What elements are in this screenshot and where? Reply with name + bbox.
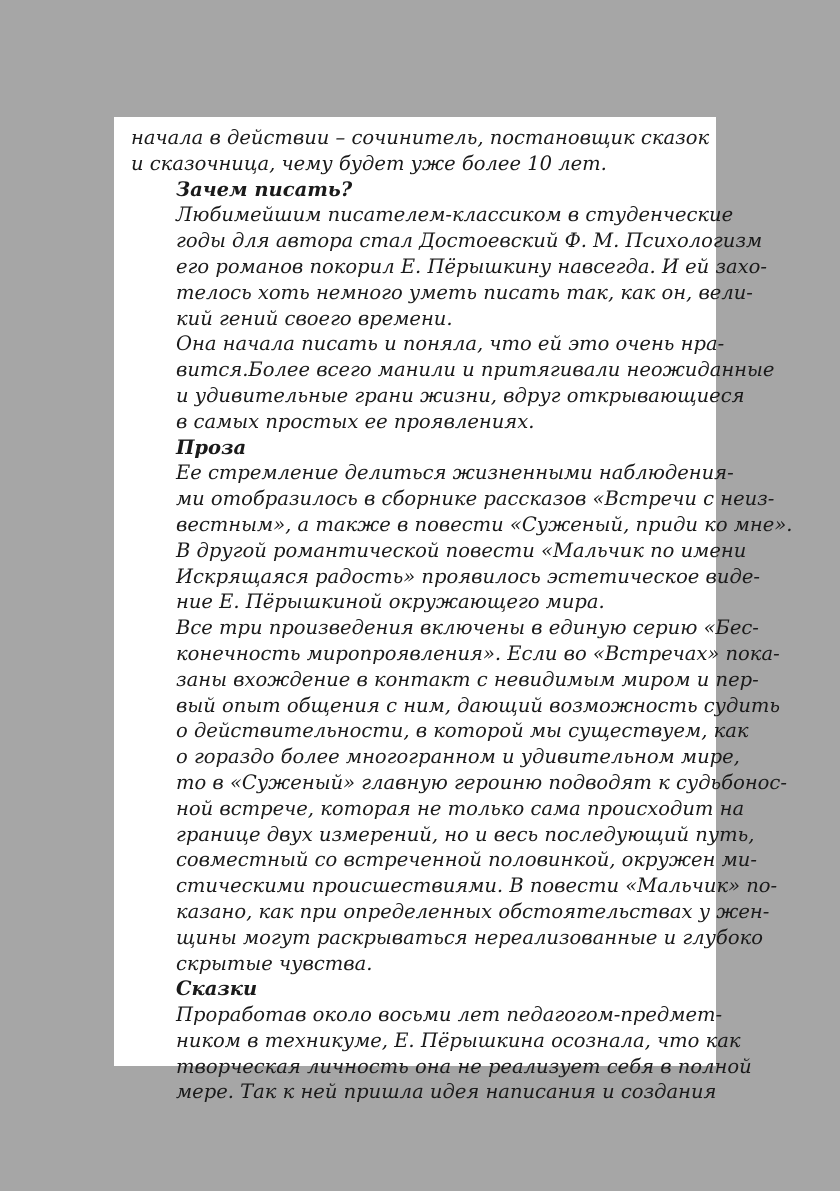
text-line: Искрящаяся радость» проявилось эстетическое виде- (176, 564, 760, 588)
text-line: границе двух измерений, но и весь последующий путь, (176, 822, 755, 846)
section-heading-prose: Проза (176, 435, 247, 459)
text-line: в самых простых ее проявлениях. (176, 409, 535, 433)
section-heading-why-write: Зачем писать? (176, 177, 353, 201)
text-line: совместный со встреченной половинкой, окружен ми- (176, 848, 757, 872)
text-line: ником в техникуме, Е. Пёрышкина осознала, что как (176, 1028, 741, 1052)
paragraph-tales-1 (131, 1002, 752, 1105)
text-line: ние Е. Пёрышкиной окружающего мира. (176, 590, 605, 614)
text-line: Все три произведения включены в единую серию «Бес- (176, 616, 759, 640)
text-line: телось хоть немного уметь писать так, как он, вели- (176, 280, 753, 304)
text-line: конечность миропроявления». Если во «Встречах» пока- (176, 641, 780, 665)
book-page (114, 117, 793, 1104)
text-line: щины могут раскрываться нереализованные и глубоко (176, 925, 763, 949)
paragraph-prose-1 (131, 460, 793, 615)
text-line: о действительности, в которой мы существуем, как (176, 719, 749, 743)
text-line: заны вхождение в контакт с невидимым миром и пер- (176, 667, 759, 691)
paragraph-why-2 (131, 331, 775, 434)
text-line: Ее стремление делиться жизненными наблюдения- (176, 461, 734, 485)
text-line: мере. Так к ней пришла идея написания и создания (176, 1080, 717, 1104)
text-line: Она начала писать и поняла, что ей это очень нра- (176, 332, 725, 356)
text-line: ми отобразилось в сборнике рассказов «Встречи с неиз- (176, 487, 775, 511)
intro-paragraph (131, 125, 710, 177)
text-line: вестным», а также в повести «Суженый, приди ко мне». (176, 512, 793, 536)
text-line: кий гений своего времени. (176, 306, 453, 330)
text-line: вый опыт общения с ним, дающий возможность судить (176, 693, 781, 717)
text-line: начала в действии – сочинитель, постановщик сказок (131, 126, 710, 149)
text-line: творческая личность она не реализует себя в полной (176, 1054, 752, 1078)
text-line: и сказочница, чему будет уже более 10 лет. (131, 151, 607, 175)
text-column (131, 125, 793, 1105)
text-line: то в «Суженый» главную героиню подводят к судьбонос- (176, 770, 787, 794)
section-heading-tales: Сказки (176, 977, 258, 1001)
text-line: годы для автора стал Достоевский Ф. М. Психологизм (176, 229, 763, 253)
text-line: стическими происшествиями. В повести «Мальчик» по- (176, 874, 778, 898)
text-line: вится.Более всего манили и притягивали неожиданные (176, 358, 775, 382)
text-line: казано, как при определенных обстоятельствах у жен- (176, 899, 770, 923)
text-line: и удивительные грани жизни, вдруг открывающиеся (176, 383, 745, 407)
text-line: ной встрече, которая не только сама происходит на (176, 796, 745, 820)
text-line: В другой романтической повести «Мальчик по имени (176, 538, 747, 562)
text-line: Любимейшим писателем-классиком в студенческие (176, 203, 734, 227)
text-line: его романов покорил Е. Пёрышкину навсегда. И ей захо- (176, 254, 767, 278)
text-line: о гораздо более многогранном и удивительном мире, (176, 745, 740, 769)
paragraph-prose-2 (131, 615, 787, 976)
text-line: Проработав около восьми лет педагогом-предмет- (176, 1003, 723, 1027)
text-line: скрытые чувства. (176, 951, 373, 975)
paragraph-why-1 (131, 202, 767, 331)
